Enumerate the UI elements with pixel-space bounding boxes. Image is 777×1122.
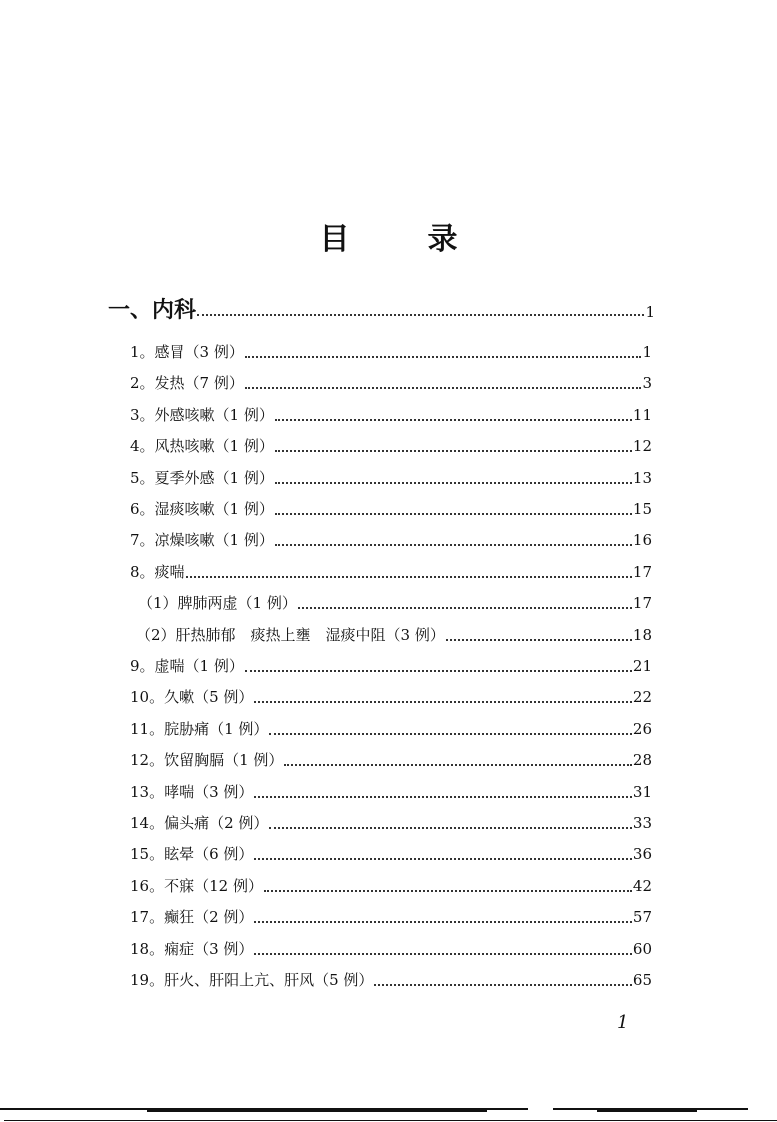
dot-leader — [254, 921, 632, 923]
toc-entry[interactable]: 5。夏季外感（1 例） 13 — [130, 469, 652, 487]
dot-leader — [186, 576, 632, 578]
toc-entry[interactable]: 10。久嗽（5 例） 22 — [130, 688, 652, 706]
toc-entry[interactable]: 18。痫症（3 例） 60 — [130, 940, 652, 958]
dot-leader — [446, 639, 632, 641]
footer-rule-bottom — [4, 1120, 777, 1121]
dot-leader — [245, 670, 632, 672]
toc-entry[interactable]: 6。湿痰咳嗽（1 例） 15 — [130, 500, 652, 518]
dot-leader — [254, 858, 632, 860]
toc-entry[interactable]: 12。饮留胸膈（1 例） 28 — [130, 751, 652, 769]
dot-leader — [275, 482, 632, 484]
section-label: 一、内科 — [108, 298, 197, 323]
toc-subentry[interactable]: （2）肝热肺郁 痰热上壅 湿痰中阻（3 例） 18 — [136, 626, 652, 644]
section-page: 1 — [645, 303, 655, 321]
dot-leader — [245, 356, 642, 358]
dot-leader — [197, 314, 644, 316]
toc-entry[interactable]: 3。外感咳嗽（1 例） 11 — [130, 406, 652, 424]
dot-leader — [275, 450, 632, 452]
dot-leader — [284, 764, 632, 766]
dot-leader — [275, 544, 632, 546]
toc-entry[interactable]: 4。风热咳嗽（1 例） 12 — [130, 437, 652, 455]
toc-entry[interactable]: 7。凉燥咳嗽（1 例） 16 — [130, 531, 652, 549]
dot-leader — [269, 733, 632, 735]
dot-leader — [269, 827, 632, 829]
title-char-1: 目 — [319, 222, 350, 257]
toc-entry[interactable]: 16。不寐（12 例） 42 — [130, 877, 652, 895]
footer-rule-right-thick — [597, 1109, 697, 1112]
footer-rule-left-thick — [147, 1109, 487, 1112]
toc-entry[interactable]: 14。偏头痛（2 例） 33 — [130, 814, 652, 832]
toc-entry[interactable]: 17。癫狂（2 例） 57 — [130, 908, 652, 926]
dot-leader — [298, 607, 632, 609]
dot-leader — [254, 701, 632, 703]
dot-leader — [374, 984, 632, 986]
page-number: 1 — [617, 1012, 629, 1033]
page-title — [0, 218, 777, 262]
dot-leader — [275, 513, 632, 515]
toc-section-internal-medicine[interactable] — [108, 293, 655, 327]
toc-entry[interactable]: 9。虚喘（1 例） 21 — [130, 657, 652, 675]
toc-entry[interactable]: 2。发热（7 例） 3 — [130, 374, 652, 392]
toc-entry[interactable]: 1。感冒（3 例） 1 — [130, 343, 652, 361]
toc-entry[interactable]: 13。哮喘（3 例） 31 — [130, 783, 652, 801]
title-char-2: 录 — [427, 222, 458, 257]
dot-leader — [254, 796, 632, 798]
dot-leader — [245, 387, 642, 389]
toc-entry[interactable]: 19。肝火、肝阳上亢、肝风（5 例） 65 — [130, 971, 652, 989]
dot-leader — [264, 890, 632, 892]
dot-leader — [254, 953, 632, 955]
toc-subentry[interactable]: （1）脾肺两虚（1 例） 17 — [138, 594, 652, 612]
toc-entry[interactable]: 15。眩晕（6 例） 36 — [130, 845, 652, 863]
toc-entry[interactable]: 8。痰喘 17 — [130, 563, 652, 581]
toc-entry[interactable]: 11。脘胁痛（1 例） 26 — [130, 720, 652, 738]
dot-leader — [275, 419, 632, 421]
